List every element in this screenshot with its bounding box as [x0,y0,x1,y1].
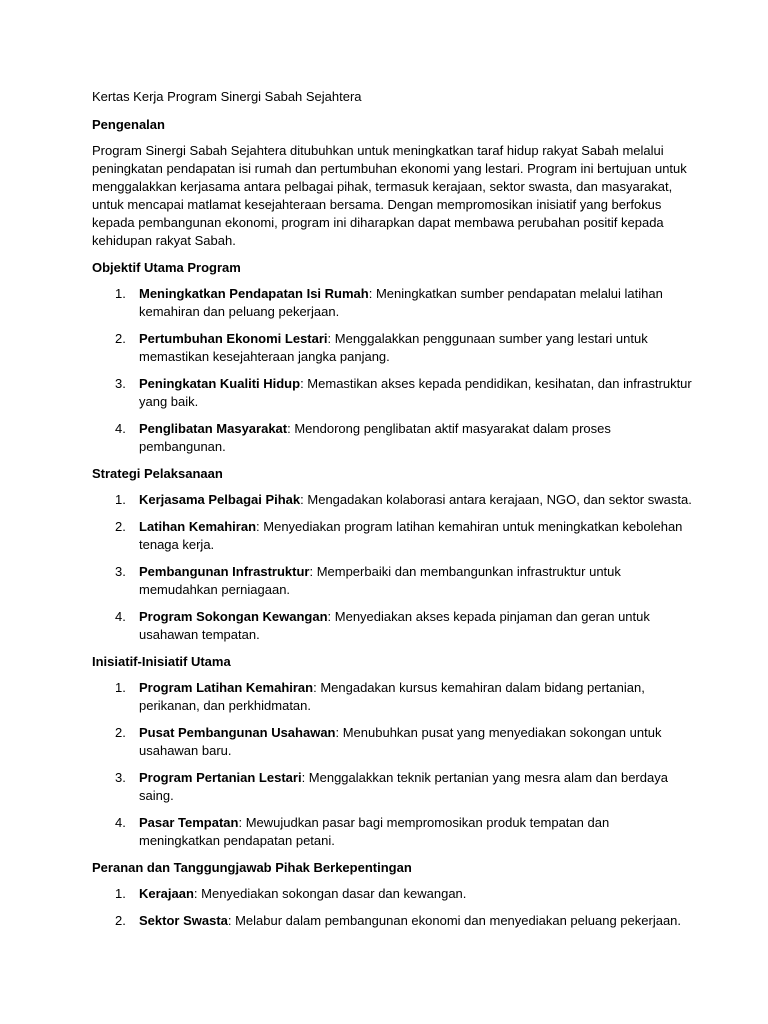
section-heading-inisiatif: Inisiatif-Inisiatif Utama [92,654,231,669]
list-item: 1. Program Latihan Kemahiran: Mengadakan kursus kemahiran dalam bidang pertanian, perikanan, dan perkhidmatan. [115,680,645,713]
list-item-desc: : Memperbaiki dan membangunkan infrastruktur untuk memudahkan perniagaan. [139,564,621,597]
list-item-desc: : Mendorong penglibatan aktif masyarakat dalam proses pembangunan. [139,421,611,454]
list-item-term: Pasar Tempatan [139,815,239,830]
list-item-desc: : Meningkatkan sumber pendapatan melalui latihan kemahiran dan peluang pekerjaan. [139,286,663,319]
list-item-desc: : Melabur dalam pembangunan ekonomi dan menyediakan peluang pekerjaan. [227,913,682,928]
section-heading-strategi: Strategi Pelaksanaan [92,466,223,481]
list-item: 4. Pasar Tempatan: Mewujudkan pasar bagi mempromosikan produk tempatan dan meningkatkan pendapatan petani. [115,815,610,848]
list-item-term: Penglibatan Masyarakat [139,421,288,436]
list-item: 1. Kerjasama Pelbagai Pihak: Mengadakan kolaborasi antara kerajaan, NGO, dan sektor swasta. [115,492,692,507]
list-item-desc: : Mewujudkan pasar bagi mempromosikan produk tempatan dan meningkatkan pendapatan petani. [139,815,610,848]
list-item-term: Kerajaan [139,886,194,901]
list-item-term: Pusat Pembangunan Usahawan [139,725,336,740]
list-item-term: Latihan Kemahiran [139,519,257,534]
list-item-desc: : Menubuhkan pusat yang menyediakan sokongan untuk usahawan baru. [139,725,662,758]
peranan-list [92,885,692,930]
list-item: 2. Pertumbuhan Ekonomi Lestari: Menggalakkan penggunaan sumber yang lestari untuk memastikan kesejahteraan jangka panjang. [115,331,648,364]
list-item-desc: : Menggalakkan teknik pertanian yang mesra alam dan berdaya saing. [139,770,668,803]
list-item-term: Program Sokongan Kewangan [139,609,328,624]
document-page [92,88,692,939]
list-item: 4. Program Sokongan Kewangan: Menyediakan akses kepada pinjaman dan geran untuk usahawan tempatan. [115,609,650,642]
list-item-desc: : Menyediakan akses kepada pinjaman dan geran untuk usahawan tempatan. [139,609,650,642]
section-heading-peranan: Peranan dan Tanggungjawab Pihak Berkepentingan [92,860,412,875]
list-item: 1. Kerajaan: Menyediakan sokongan dasar dan kewangan. [115,886,467,901]
list-item: 3. Program Pertanian Lestari: Menggalakkan teknik pertanian yang mesra alam dan berdaya saing. [115,770,668,803]
list-item: 2. Sektor Swasta: Melabur dalam pembangunan ekonomi dan menyediakan peluang pekerjaan. [115,913,682,928]
list-item-desc: : Menggalakkan penggunaan sumber yang lestari untuk memastikan kesejahteraan jangka panjang. [139,331,648,364]
list-item: 1. Meningkatkan Pendapatan Isi Rumah: Meningkatkan sumber pendapatan melalui latihan kemahiran dan peluang pekerjaan. [115,286,663,319]
list-item-desc: : Menyediakan sokongan dasar dan kewangan. [193,886,467,901]
document-title: Kertas Kerja Program Sinergi Sabah Sejahtera [92,89,362,104]
list-item-term: Kerjasama Pelbagai Pihak [139,492,301,507]
list-item-term: Sektor Swasta [139,913,228,928]
list-item: 2. Latihan Kemahiran: Menyediakan program latihan kemahiran untuk meningkatkan kebolehan tenaga kerja. [115,519,683,552]
list-item-desc: : Mengadakan kursus kemahiran dalam bidang pertanian, perikanan, dan perkhidmatan. [139,680,645,713]
section-paragraph-pengenalan: Program Sinergi Sabah Sejahtera ditubuhkan untuk meningkatkan taraf hidup rakyat Sabah melalui peningkatan pendapatan isi rumah dan pertumbuhan ekonomi yang lestari. Program ini bertujuan untuk menggalakkan kerjasama antara pelbagai pihak, termasuk kerajaan, sektor swasta, dan masyarakat, untuk mencapai matlamat kesejahteraan bersama. Dengan mempromosikan inisiatif yang berfokus kepada pembangunan ekonomi, program ini diharapkan dapat membawa perubahan positif kepada kehidupan rakyat Sabah. [92,143,687,248]
list-item-term: Pembangunan Infrastruktur [139,564,310,579]
section-heading-pengenalan: Pengenalan [92,117,165,132]
list-item-desc: : Mengadakan kolaborasi antara kerajaan, NGO, dan sektor swasta. [300,492,692,507]
list-item-term: Program Pertanian Lestari [139,770,302,785]
list-item-term: Program Latihan Kemahiran [139,680,314,695]
list-item: 3. Peningkatan Kualiti Hidup: Memastikan akses kepada pendidikan, kesihatan, dan infrastruktur yang baik. [115,376,692,409]
list-item: 4. Penglibatan Masyarakat: Mendorong penglibatan aktif masyarakat dalam proses pembangunan. [115,421,611,454]
inisiatif-list [92,679,692,850]
list-item: 2. Pusat Pembangunan Usahawan: Menubuhkan pusat yang menyediakan sokongan untuk usahawan baru. [115,725,662,758]
list-item-term: Peningkatan Kualiti Hidup [139,376,301,391]
strategi-list [92,491,692,644]
section-heading-objektif: Objektif Utama Program [92,260,241,275]
objektif-list [92,285,692,456]
list-item-desc: : Menyediakan program latihan kemahiran untuk meningkatkan kebolehan tenaga kerja. [139,519,683,552]
list-item-term: Meningkatkan Pendapatan Isi Rumah [139,286,369,301]
list-item-desc: : Memastikan akses kepada pendidikan, kesihatan, dan infrastruktur yang baik. [139,376,692,409]
list-item-term: Pertumbuhan Ekonomi Lestari [139,331,328,346]
list-item: 3. Pembangunan Infrastruktur: Memperbaiki dan membangunkan infrastruktur untuk memudahkan perniagaan. [115,564,621,597]
